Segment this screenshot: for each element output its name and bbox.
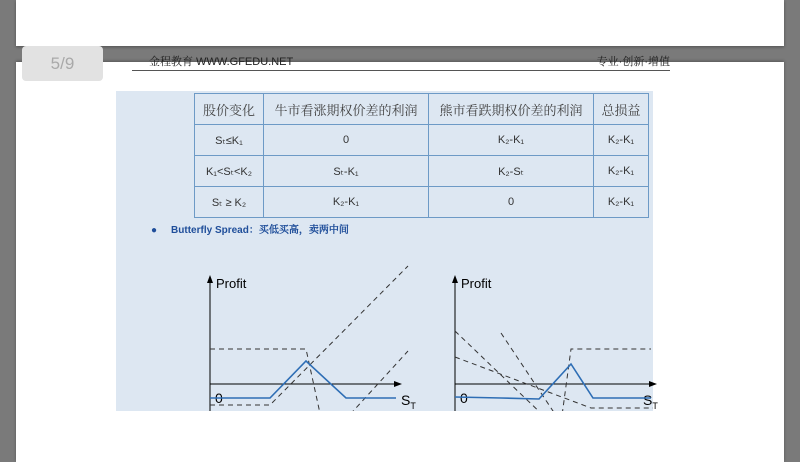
table-row [195,125,649,156]
bullet-dot-icon: ● [151,225,158,236]
x-axis-label: $S_T$ [643,392,658,411]
document-header [132,56,670,71]
origin-label: 0 [215,390,223,406]
slide-content [116,91,658,411]
table-cell: Sₜ-K₁ [264,156,429,187]
x-axis-label: $S_T$ [401,392,416,411]
origin-label: 0 [460,390,468,406]
table-row [195,156,649,187]
header-right-text: 专业·创新·增值 [596,56,670,68]
bullet-text: Butterfly Spread：买低买高，卖两中间 [171,225,349,236]
table-header-row [195,94,649,125]
left-payoff-diagram [176,251,416,411]
long-high-put-dashed-line [455,331,653,411]
table-cell: Sₜ≤K₁ [195,125,264,156]
y-axis-label: Profit [461,276,492,291]
butterfly-payoff-line [455,364,651,399]
y-axis-label: Profit [216,276,247,291]
page-indicator: 5/9 [22,46,103,81]
long-high-call-dashed-line [210,351,408,411]
table-header-cell: 总损益 [594,94,649,125]
table-row [195,187,649,218]
table-cell: K₂-K₁ [594,156,649,187]
x-axis-arrow-icon [394,381,402,387]
y-axis-arrow-icon [207,275,213,283]
table-cell: K₁<Sₜ<K₂ [195,156,264,187]
y-axis-arrow-icon [452,275,458,283]
table-header-cell: 牛市看涨期权价差的利润 [264,94,429,125]
table-cell: 0 [264,125,429,156]
table-cell: Sₜ ≥ K₂ [195,187,264,218]
previous-page [16,0,784,46]
butterfly-payoff-line [210,361,396,398]
table-header-cell: 股价变化 [195,94,264,125]
table-cell: K₂-K₁ [264,187,429,218]
table-cell: K₂-Sₜ [429,156,594,187]
table-cell: K₂-K₁ [594,187,649,218]
x-axis-arrow-icon [649,381,657,387]
bullet-point [151,221,349,236]
table-cell: 0 [429,187,594,218]
right-payoff-diagram [421,251,661,411]
header-left-text: 金程教育 WWW.GFEDU.NET [149,56,294,68]
table-header-cell: 熊市看跌期权价差的利润 [429,94,594,125]
table-cell: K₂-K₁ [594,125,649,156]
profit-comparison-table [194,93,649,218]
table-cell: K₂-K₁ [429,125,594,156]
